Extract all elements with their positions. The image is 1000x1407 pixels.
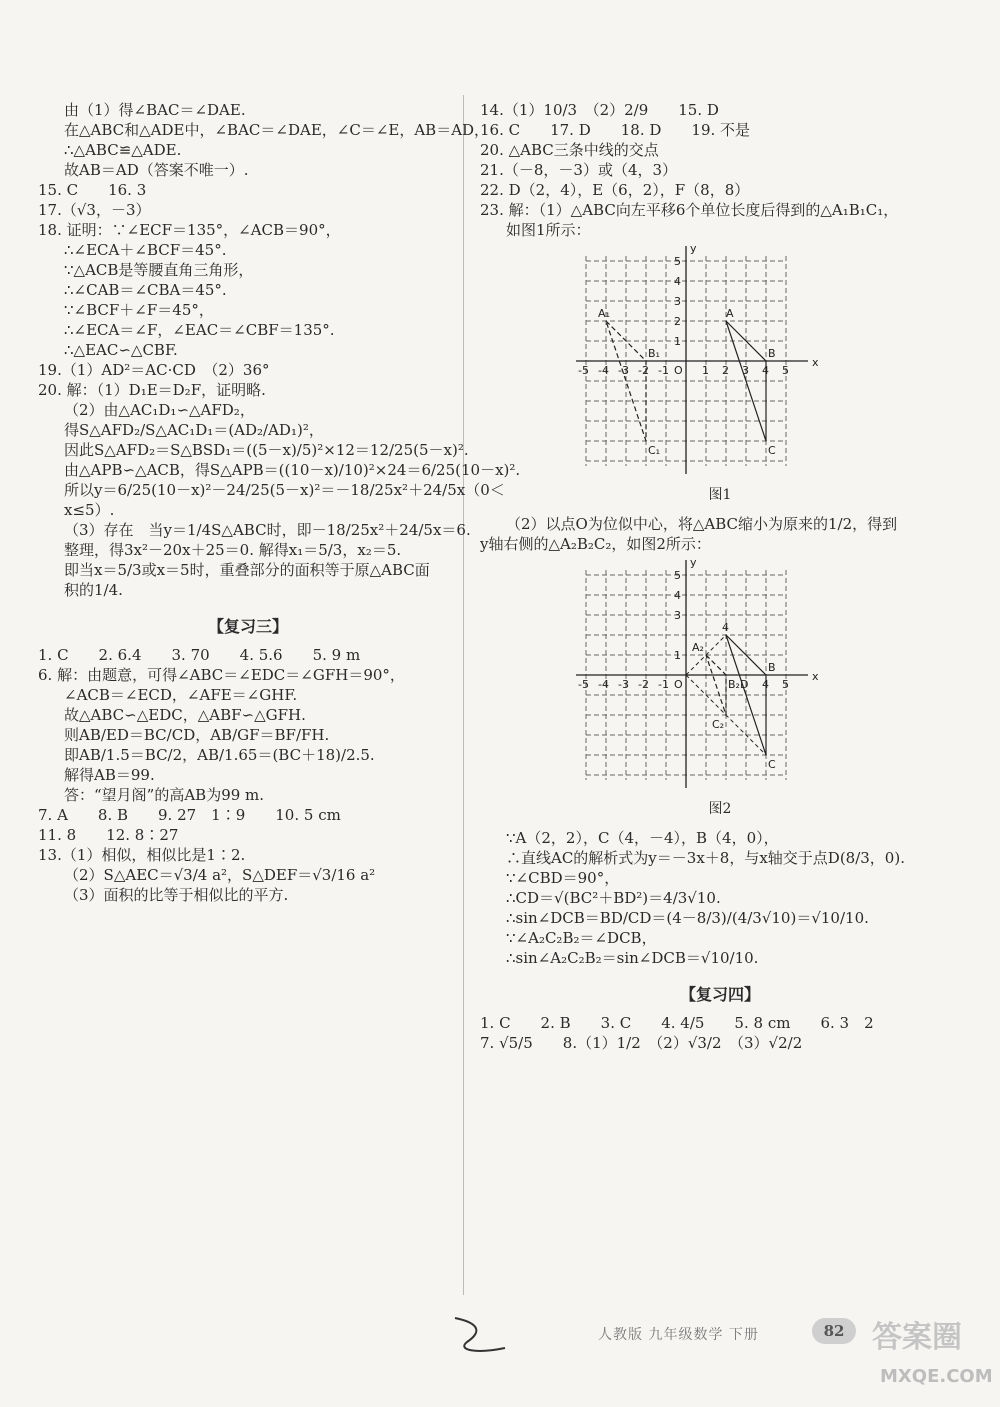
svg-text:3: 3 (674, 295, 681, 308)
svg-text:4: 4 (762, 364, 769, 377)
text-line: 14.（1）10/3 （2）2/9 15. D (480, 101, 719, 119)
svg-text:-5: -5 (578, 364, 589, 377)
text-line: （2）S△AEC＝√3/4 a²，S△DEF＝√3/16 a² (64, 866, 376, 884)
column-divider (463, 95, 464, 1295)
svg-text:x: x (812, 670, 819, 683)
svg-text:-2: -2 (638, 364, 649, 377)
text-line: 23. 解：（1）△ABC向左平移6个单位长度后得到的△A₁B₁C₁， (480, 201, 899, 219)
text-line: 整理，得3x²－20x＋25＝0. 解得x₁＝5/3，x₂＝5. (64, 541, 402, 559)
svg-text:y: y (690, 246, 697, 255)
handwritten-scribble (445, 1310, 515, 1360)
svg-text:B₂: B₂ (728, 678, 740, 691)
text-line: ∴∠CAB＝∠CBA＝45°. (64, 281, 227, 299)
text-line: 由△APB∽△ACB，得S△APB＝((10－x)/10)²×24＝6/25(10－x)². (64, 461, 521, 479)
svg-text:C₁: C₁ (648, 444, 661, 457)
text-line: ∵∠BCF＋∠F＝45°， (64, 301, 214, 319)
left-column (38, 100, 521, 905)
svg-text:x: x (812, 356, 819, 369)
text-line: ∵∠CBD＝90°， (506, 869, 620, 887)
text-line: y轴右侧的△A₂B₂C₂，如图2所示： (480, 535, 711, 553)
watermark-url: MXQE.COM (880, 1366, 993, 1387)
text-line: 7. A 8. B 9. 27 1∶9 10. 5 cm (38, 806, 341, 824)
text-line: 得S△AFD₂/S△AC₁D₁＝(AD₂/AD₁)²， (64, 421, 324, 439)
text-line: ∵∠A₂C₂B₂＝∠DCB， (506, 929, 657, 947)
text-line: x≤5）. (64, 501, 115, 519)
text-line: 7. √5/5 8.（1）1/2 （2）√3/2 （3）√2/2 (480, 1034, 803, 1052)
text-line: 所以y＝6/25(10－x)²－24/25(5－x)²＝－18/25x²＋24/5x（0＜ (64, 481, 505, 499)
svg-text:5: 5 (674, 569, 681, 582)
text-line: （3）面积的比等于相似比的平方. (64, 886, 289, 904)
text-line: ∴CD＝√(BC²＋BD²)＝4/3√10. (506, 889, 721, 907)
svg-text:-5: -5 (578, 678, 589, 691)
svg-text:-3: -3 (618, 678, 629, 691)
text-line: ∵△ACB是等腰直角三角形， (64, 261, 254, 279)
section-heading-review-3: 【复习三】 (207, 617, 288, 636)
text-line: 积的1/4. (64, 581, 123, 599)
svg-text:1: 1 (674, 649, 681, 662)
svg-text:A: A (726, 307, 734, 320)
svg-text:-3: -3 (618, 364, 629, 377)
text-line: ∴sin∠A₂C₂B₂＝sin∠DCB＝√10/10. (506, 949, 759, 967)
text-line: 22. D（2，4），E（6，2），F（8，8） (480, 181, 750, 199)
svg-text:-4: -4 (598, 364, 609, 377)
text-line: 1. C 2. 6.4 3. 70 4. 5.6 5. 9 m (38, 646, 361, 664)
text-line: ∴∠ECA＋∠BCF＝45°. (64, 241, 227, 259)
text-line: （2）以点O为位似中心，将△ABC缩小为原来的1/2，得到 (506, 515, 898, 533)
text-line: ∴△ABC≌△ADE. (64, 141, 182, 159)
svg-text:1: 1 (674, 335, 681, 348)
svg-text:O: O (674, 364, 683, 377)
svg-text:B₁: B₁ (648, 347, 660, 360)
svg-text:B: B (768, 347, 776, 360)
text-line: 如图1所示： (506, 221, 591, 239)
figure-1 (576, 246, 960, 480)
svg-text:1: 1 (702, 364, 709, 377)
svg-text:2: 2 (722, 364, 729, 377)
text-line: 6. 解：由题意，可得∠ABC＝∠EDC＝∠GFH＝90°， (38, 666, 405, 684)
coordinate-grid-figure-2 (576, 560, 826, 790)
text-line: （3）存在 当y＝1/4S△ABC时，即－18/25x²＋24/5x＝6. (64, 521, 471, 539)
svg-text:5: 5 (782, 364, 789, 377)
coordinate-grid-figure-1 (576, 246, 826, 476)
text-line: 由（1）得∠BAC＝∠DAE. (64, 101, 246, 119)
text-line: 即当x＝5/3或x＝5时，重叠部分的面积等于原△ABC面 (64, 561, 430, 579)
text-line: 17.（√3，－3） (38, 201, 151, 219)
text-line: ∴直线AC的解析式为y＝－3x＋8，与x轴交于点D(8/3，0). (506, 849, 905, 867)
text-line: 因此S△AFD₂＝S△BSD₁＝((5－x)/5)²×12＝12/25(5－x)². (64, 441, 469, 459)
svg-text:-4: -4 (598, 678, 609, 691)
svg-text:4: 4 (722, 621, 729, 634)
svg-text:-2: -2 (638, 678, 649, 691)
svg-text:C₂: C₂ (712, 718, 725, 731)
svg-text:A₂: A₂ (692, 641, 704, 654)
svg-text:O: O (674, 678, 683, 691)
svg-text:-1: -1 (658, 364, 669, 377)
svg-text:y: y (690, 560, 697, 569)
svg-text:4: 4 (674, 275, 681, 288)
figure-1-caption: 图1 (708, 487, 732, 503)
text-line: 在△ABC和△ADE中，∠BAC＝∠DAE，∠C＝∠E，AB＝AD， (64, 121, 490, 139)
text-line: 16. C 17. D 18. D 19. 不是 (480, 121, 751, 139)
text-line: ∴sin∠DCB＝BD/CD＝(4－8/3)/(4/3√10)＝√10/10. (506, 909, 869, 927)
text-line: 20. △ABC三条中线的交点 (480, 141, 659, 159)
watermark-logo: 答案圈 (872, 1320, 962, 1355)
text-line: 故△ABC∽△EDC，△ABF∽△GFH. (64, 706, 306, 724)
svg-text:5: 5 (782, 678, 789, 691)
svg-text:A₁: A₁ (598, 307, 610, 320)
svg-text:3: 3 (742, 364, 749, 377)
svg-text:D: D (740, 678, 749, 691)
text-line: ∴△EAC∽△CBF. (64, 341, 178, 359)
text-line: 解得AB＝99. (64, 766, 155, 784)
text-line: ∵A（2，2），C（4，－4），B（4，0）， (506, 829, 779, 847)
svg-text:4: 4 (674, 589, 681, 602)
text-line: 13.（1）相似，相似比是1∶2. (38, 846, 246, 864)
text-line: 19.（1）AD²＝AC·CD （2）36° (38, 361, 270, 379)
text-line: ∠ACB＝∠ECD，∠AFE＝∠GHF. (64, 686, 298, 704)
text-line: 11. 8 12. 8∶27 (38, 826, 179, 844)
svg-text:-1: -1 (658, 678, 669, 691)
svg-text:2: 2 (674, 315, 681, 328)
text-line: 故AB＝AD（答案不唯一）. (64, 161, 249, 179)
right-column (480, 100, 960, 1053)
section-heading-review-4: 【复习四】 (679, 985, 760, 1004)
text-line: 答：“望月阁”的高AB为99 m. (64, 786, 265, 804)
footer-book-title: 人教版 九年级数学 下册 (598, 1327, 759, 1343)
text-line: ∴∠ECA＝∠F，∠EAC＝∠CBF＝135°. (64, 321, 335, 339)
svg-text:B: B (768, 661, 776, 674)
text-line: 则AB/ED＝BC/CD，AB/GF＝BF/FH. (64, 726, 330, 744)
figure-2-caption: 图2 (708, 801, 732, 817)
page-number: 82 (812, 1318, 856, 1344)
text-line: 20. 解：（1）D₁E＝D₂F，证明略. (38, 381, 266, 399)
text-line: 即AB/1.5＝BC/2，AB/1.65＝(BC＋18)/2.5. (64, 746, 375, 764)
svg-text:4: 4 (762, 678, 769, 691)
svg-text:3: 3 (674, 609, 681, 622)
text-line: 1. C 2. B 3. C 4. 4/5 5. 8 cm 6. 3 2 (480, 1014, 874, 1032)
text-line: （2）由△AC₁D₁∽△AFD₂， (64, 401, 255, 419)
svg-text:C: C (768, 444, 776, 457)
svg-text:5: 5 (674, 255, 681, 268)
text-line: 18. 证明：∵∠ECF＝135°，∠ACB＝90°， (38, 221, 341, 239)
svg-text:C: C (768, 758, 776, 771)
text-line: 15. C 16. 3 (38, 181, 147, 199)
figure-2 (576, 560, 960, 794)
text-line: 21.（－8，－3）或（4，3） (480, 161, 678, 179)
